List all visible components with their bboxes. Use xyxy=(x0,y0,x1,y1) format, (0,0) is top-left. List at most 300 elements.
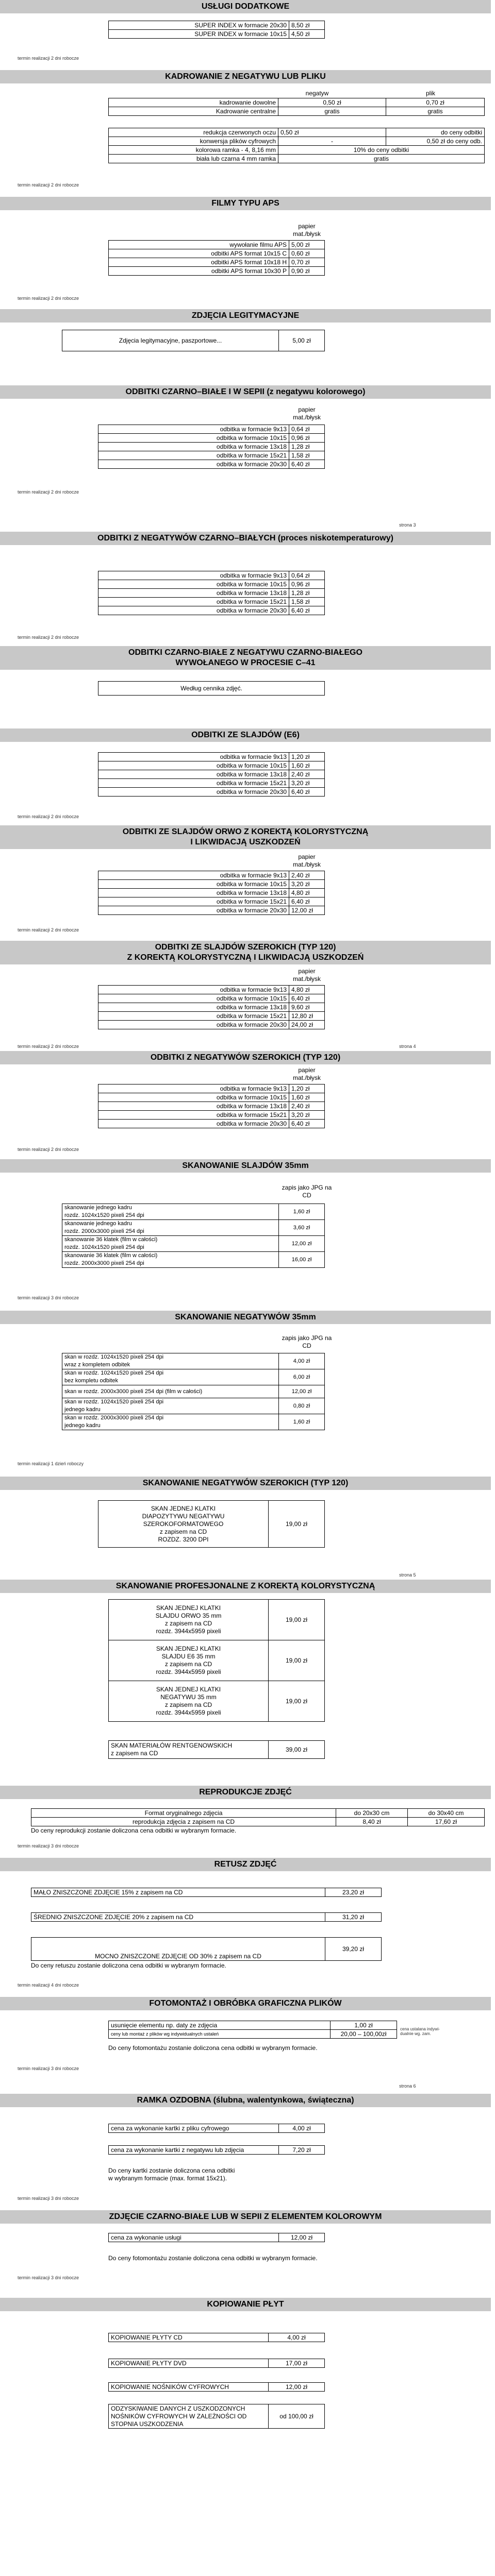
table-row xyxy=(109,2146,325,2155)
table-row xyxy=(98,1102,325,1111)
row-label: ŚREDNIO ZNISZCZONE ZDJĘCIE 20% z zapisem na CD xyxy=(31,1913,325,1922)
term-note: termin realizacji 2 dni robocze xyxy=(18,1044,79,1049)
section-title-filmy: FILMY TYPU APS xyxy=(0,197,491,210)
row-price: 16,00 zł xyxy=(279,1252,325,1268)
table-row xyxy=(62,1236,325,1252)
row-label: cena za wykonanie kartki z negatywu lub zdjęcia xyxy=(109,2146,279,2155)
table-row xyxy=(109,21,325,30)
row-label: MOCNO ZNISZCZONE ZDJĘCIE OD 30% z zapisem na CD xyxy=(31,1938,325,1961)
table-row xyxy=(98,1093,325,1102)
row-price: 12,00 zł xyxy=(279,1236,325,1252)
row-price: 1,00 zł xyxy=(331,2021,397,2030)
table-row xyxy=(98,770,325,779)
table-row xyxy=(98,580,325,589)
row-price: 4,00 zł xyxy=(279,2124,325,2133)
row-label: odbitka w formacie 9x13 xyxy=(98,425,289,434)
page-number: strona 4 xyxy=(399,1044,416,1049)
table-row xyxy=(98,761,325,770)
row-price: 8,40 zł xyxy=(336,1818,408,1826)
term-note: termin realizacji 2 dni robocze xyxy=(18,489,79,495)
row-label: usunięcie elementu np. daty ze zdjęcia xyxy=(109,2021,331,2030)
section-title-c41: ODBITKI CZARNO-BIAŁE Z NEGATYWU CZARNO-BIAŁEGO WYWOŁANEGO W PROCESIE C–41 xyxy=(0,646,491,670)
term-note: termin realizacji 2 dni robocze xyxy=(18,182,79,188)
section-title-skan-slajd: SKANOWANIE SLAJDÓW 35mm xyxy=(0,1159,491,1173)
row-label: odbitka w formacie 13x18 xyxy=(98,1003,289,1012)
row-price: 3,20 zł xyxy=(289,1111,325,1120)
info-text: Do ceny reprodukcji zostanie doliczona cena odbitki w wybranym formacie. xyxy=(31,1827,237,1834)
row-label: skan w rozdz. 1024x1520 pixeli 254 dpi wraz z kompletem odbitek xyxy=(62,1353,279,1369)
table-row xyxy=(98,880,325,889)
row-price: 17,60 zł xyxy=(408,1818,485,1826)
row-price: - xyxy=(278,137,386,146)
row-price: 0,60 zł xyxy=(289,249,325,258)
table-row xyxy=(98,682,325,696)
table-row xyxy=(62,1252,325,1268)
table-row xyxy=(98,871,325,880)
table-row xyxy=(98,1111,325,1120)
row-label: odbitka w formacie 9x13 xyxy=(98,753,289,761)
skan-prof-table xyxy=(108,1599,325,1722)
info-text: Do ceny fotomontażu zostanie doliczona cena odbitki w wybranym formacie. xyxy=(108,2044,318,2052)
row-label: skan w rozdz. 2000x3000 pixeli 254 dpi (film w całości) xyxy=(62,1385,279,1398)
table-row xyxy=(109,2333,325,2342)
row-price: do 20x30 cm xyxy=(336,1809,408,1818)
section-title-skan-neg: SKANOWANIE NEGATYWÓW 35mm xyxy=(0,1311,491,1324)
row-label: skan w rozdz. 2000x3000 pixeli 254 dpi jednego kadru xyxy=(62,1414,279,1430)
table-row xyxy=(62,1353,325,1369)
row-price: 1,28 zł xyxy=(289,589,325,598)
table-row xyxy=(98,788,325,796)
row-price: 8,50 zł xyxy=(289,21,325,30)
row-price: 6,40 zł xyxy=(289,994,325,1003)
table-row xyxy=(98,606,325,615)
table-row xyxy=(109,2124,325,2133)
table-row xyxy=(109,98,485,107)
row-label: redukcja czerwonych oczu xyxy=(109,128,278,137)
row-price: 6,40 zł xyxy=(289,788,325,796)
row-price: 12,00 zł xyxy=(279,1385,325,1398)
repro-table xyxy=(31,1808,485,1826)
col-head-papier: papier mat./błysk xyxy=(292,406,321,421)
section-title-skan-prof: SKANOWANIE PROFESJONALNE Z KOREKTĄ KOLORYSTYCZNĄ xyxy=(0,1580,491,1593)
row-price: 1,58 zł xyxy=(289,598,325,606)
section-title-kopie: KOPIOWANIE PŁYT xyxy=(0,2298,491,2311)
row-price: 0,64 zł xyxy=(289,425,325,434)
row-price: 0,96 zł xyxy=(289,580,325,589)
row-label: odbitka w formacie 13x18 xyxy=(98,589,289,598)
kopie-table xyxy=(108,2359,325,2368)
section-title-orwo: ODBITKI ZE SLAJDÓW ORWO Z KOREKTĄ KOLORYSTYCZNĄ I LIKWIDACJĄ USZKODZEŃ xyxy=(0,825,491,849)
row-label: odbitka w formacie 20x30 xyxy=(98,460,289,469)
term-note: termin realizacji 3 dni robocze xyxy=(18,2275,79,2280)
page-number: strona 6 xyxy=(399,2083,416,2089)
row-price: od 100,00 zł xyxy=(269,2404,325,2429)
row-label: odbitki APS format 10x18 H xyxy=(109,258,289,267)
row-price: 2,40 zł xyxy=(289,871,325,880)
section-title-bw-neg: ODBITKI CZARNO–BIAŁE I W SEPII (z negatywu kolorowego) xyxy=(0,385,491,399)
row-label: kolorowa ramka - 4, 8,16 mm xyxy=(109,146,278,155)
row-price: 39,20 zł xyxy=(325,1938,382,1961)
table-row xyxy=(98,571,325,580)
row-label: Format oryginalnego zdjęcia xyxy=(31,1809,336,1818)
table-row xyxy=(98,460,325,469)
table-row xyxy=(98,1084,325,1093)
table-row xyxy=(109,2383,325,2392)
row-price: 4,00 zł xyxy=(279,1353,325,1369)
row-label: odbitka w formacie 13x18 xyxy=(98,889,289,897)
row-label: odbitki APS format 10x15 C xyxy=(109,249,289,258)
row-price: 0,64 zł xyxy=(289,571,325,580)
row-label: odbitka w formacie 9x13 xyxy=(98,871,289,880)
col-head-papier: papier mat./błysk xyxy=(292,968,321,982)
table-row xyxy=(31,1818,485,1826)
table-row xyxy=(109,249,325,258)
row-price: 3,20 zł xyxy=(289,880,325,889)
col-head-plik: plik xyxy=(425,90,435,97)
table-row xyxy=(98,1012,325,1021)
row-label: kadrowanie dowolne xyxy=(109,98,278,107)
ramka-table xyxy=(108,2145,325,2155)
table-row xyxy=(109,155,485,163)
row-price: 1,60 zł xyxy=(289,761,325,770)
table-row xyxy=(98,906,325,915)
table-row xyxy=(98,451,325,460)
skan-neg-table xyxy=(62,1353,325,1430)
info-text: Do ceny retuszu zostanie doliczona cena odbitki w wybranym formacie. xyxy=(31,1962,226,1969)
table-row xyxy=(98,1501,325,1548)
row-price: 1,60 zł xyxy=(279,1204,325,1220)
table-row xyxy=(98,1120,325,1128)
row-label: odbitka w formacie 15x21 xyxy=(98,1012,289,1021)
row-price: 12,00 zł xyxy=(289,906,325,915)
kadrowanie-table-1 xyxy=(108,98,485,116)
row-label: wywołanie filmu APS xyxy=(109,241,289,249)
row-label: cena za wykonanie usługi xyxy=(109,2233,279,2242)
row-label: SKAN JEDNEJ KLATKI NEGATYWU 35 mm z zapisem na CD rozdz. 3944x5959 pixeli xyxy=(109,1681,269,1722)
table-row xyxy=(109,2233,325,2242)
table-row xyxy=(109,2359,325,2368)
table-row xyxy=(62,1369,325,1385)
row-label: SKAN JEDNEJ KLATKI SLAJDU E6 35 mm z zapisem na CD rozdz. 3944x5959 pixeli xyxy=(109,1640,269,1681)
row-label: SUPER INDEX w formacie 20x30 xyxy=(109,21,289,30)
table-row xyxy=(98,994,325,1003)
section-title-neg120: ODBITKI Z NEGATYWÓW SZEROKICH (TYP 120) xyxy=(0,1051,491,1064)
row-label: KOPIOWANIE NOŚNIKÓW CYFROWYCH xyxy=(109,2383,269,2392)
table-row xyxy=(98,1003,325,1012)
table-row xyxy=(109,267,325,276)
row-label: Zdjęcia legitymacyjne, paszportowe... xyxy=(62,330,279,351)
kopie-table xyxy=(108,2404,325,2429)
skan-szer-table xyxy=(98,1500,325,1548)
section-title-retusz: RETUSZ ZDJĘĆ xyxy=(0,1858,491,1871)
retusz-table xyxy=(31,1888,382,1897)
row-label: odbitka w formacie 20x30 xyxy=(98,788,289,796)
table-row xyxy=(98,1021,325,1029)
term-note: termin realizacji 3 dni robocze xyxy=(18,1295,79,1300)
row-price: gratis xyxy=(278,155,485,163)
table-row xyxy=(109,137,485,146)
row-label: odbitka w formacie 15x21 xyxy=(98,897,289,906)
row-price: 19,00 zł xyxy=(269,1501,325,1548)
row-label: odbitka w formacie 13x18 xyxy=(98,770,289,779)
row-price: 6,40 zł xyxy=(289,606,325,615)
term-note: termin realizacji 3 dni robocze xyxy=(18,2196,79,2201)
row-label: reprodukcja zdjęcia z zapisem na CD xyxy=(31,1818,336,1826)
table-row xyxy=(62,330,325,351)
orwo-table xyxy=(98,871,325,915)
row-label: odbitki APS format 10x30 P xyxy=(109,267,289,276)
row-label: biała lub czarna 4 mm ramka xyxy=(109,155,278,163)
col-head-negatyw: negatyw xyxy=(305,90,329,97)
row-price: 12,00 zł xyxy=(279,2233,325,2242)
row-price: 4,00 zł xyxy=(269,2333,325,2342)
table-row xyxy=(98,443,325,451)
szer120-table xyxy=(98,985,325,1029)
row-price: 4,80 zł xyxy=(289,986,325,994)
row-label: odbitka w formacie 13x18 xyxy=(98,1102,289,1111)
row-label: odbitka w formacie 15x21 xyxy=(98,779,289,788)
table-row xyxy=(31,1938,382,1961)
row-label: odbitka w formacie 15x21 xyxy=(98,451,289,460)
row-price: 5,00 zł xyxy=(279,330,325,351)
section-title-skan-szer: SKANOWANIE NEGATYWÓW SZEROKICH (TYP 120) xyxy=(0,1477,491,1490)
row-label: SKAN MATERIAŁÓW RENTGENOWSKICH z zapisem na CD xyxy=(109,1741,269,1759)
row-price: 1,60 zł xyxy=(289,1093,325,1102)
row-label: skanowanie 36 klatek (film w całości) rozdz. 1024x1520 pixeli 254 dpi xyxy=(62,1236,279,1252)
row-label: odbitka w formacie 20x30 xyxy=(98,606,289,615)
row-price: 9,60 zł xyxy=(289,1003,325,1012)
neg120-table xyxy=(98,1084,325,1128)
row-label: odbitka w formacie 10x15 xyxy=(98,580,289,589)
row-price: do 30x40 cm xyxy=(408,1809,485,1818)
row-price: 39,00 zł xyxy=(269,1741,325,1759)
row-price: 31,20 zł xyxy=(325,1913,382,1922)
table-row xyxy=(98,434,325,443)
bw-proc-table xyxy=(98,571,325,615)
section-title-legit: ZDJĘCIA LEGITYMACYJNE xyxy=(0,309,491,323)
kadrowanie-table-2 xyxy=(108,128,485,163)
term-note: termin realizacji 2 dni robocze xyxy=(18,1147,79,1152)
section-title-szer120: ODBITKI ZE SLAJDÓW SZEROKICH (TYP 120) Z KOREKTĄ KOLORYSTYCZNĄ I LIKWIDACJĄ USZKODZEŃ xyxy=(0,941,491,964)
c41-table xyxy=(98,681,325,696)
row-label: odbitka w formacie 10x15 xyxy=(98,761,289,770)
row-price: 19,00 zł xyxy=(269,1640,325,1681)
table-row xyxy=(62,1398,325,1414)
row-label: odbitka w formacie 20x30 xyxy=(98,906,289,915)
row-label: odbitka w formacie 20x30 xyxy=(98,1021,289,1029)
row-label: MAŁO ZNISZCZONE ZDJĘCIE 15% z zapisem na CD xyxy=(31,1888,325,1897)
term-note: termin realizacji 3 dni robocze xyxy=(18,1843,79,1849)
row-price: 12,00 zł xyxy=(269,2383,325,2392)
col-head-jpg: zapis jako JPG na CD xyxy=(282,1184,332,1199)
table-row xyxy=(109,107,485,116)
uslugi-table xyxy=(108,21,325,39)
row-price: 24,00 zł xyxy=(289,1021,325,1029)
kopie-table xyxy=(108,2333,325,2342)
table-row xyxy=(98,425,325,434)
row-label: SKAN JEDNEJ KLATKI SLAJDU ORWO 35 mm z zapisem na CD rozdz. 3944x5959 pixeli xyxy=(109,1600,269,1640)
row-price: 1,60 zł xyxy=(279,1414,325,1430)
row-price: 0,96 zł xyxy=(289,434,325,443)
row-price: 0,80 zł xyxy=(279,1398,325,1414)
retusz-table xyxy=(31,1937,382,1961)
row-label: odbitka w formacie 20x30 xyxy=(98,1120,289,1128)
row-label: odbitka w formacie 9x13 xyxy=(98,986,289,994)
sepia-table xyxy=(108,2233,325,2242)
table-row xyxy=(109,2030,397,2039)
e6-table xyxy=(98,752,325,796)
row-label: KOPIOWANIE PŁYTY DVD xyxy=(109,2359,269,2368)
row-price: 6,40 zł xyxy=(289,1120,325,1128)
row-price: 1,20 zł xyxy=(289,1084,325,1093)
row-price: 2,40 zł xyxy=(289,1102,325,1111)
legit-table xyxy=(62,330,325,351)
row-price: gratis xyxy=(386,107,485,116)
row-price: 23,20 zł xyxy=(325,1888,382,1897)
table-row xyxy=(98,986,325,994)
row-price: 0,50 zł do ceny odb. xyxy=(386,137,485,146)
info-text: Do ceny fotomontażu zostanie doliczona cena odbitki w wybranym formacie. xyxy=(108,2255,318,2262)
term-note: termin realizacji 3 dni robocze xyxy=(18,2066,79,2071)
row-price: 0,90 zł xyxy=(289,267,325,276)
section-title-sepia: ZDJĘCIE CZARNO-BIAŁE LUB W SEPII Z ELEMENTEM KOLOROWYM xyxy=(0,2210,491,2224)
row-price: 6,40 zł xyxy=(289,897,325,906)
row-label: odbitka w formacie 10x15 xyxy=(98,434,289,443)
row-price: 0,50 zł xyxy=(278,128,386,137)
row-label: odbitka w formacie 9x13 xyxy=(98,571,289,580)
skan-rtg-table xyxy=(108,1740,325,1759)
row-price: 6,00 zł xyxy=(279,1369,325,1385)
table-row xyxy=(98,753,325,761)
row-price: 3,60 zł xyxy=(279,1220,325,1236)
row-label: skanowanie jednego kadru rozdz. 2000x3000 pixeli 254 dpi xyxy=(62,1220,279,1236)
row-label: odbitka w formacie 13x18 xyxy=(98,443,289,451)
term-note: termin realizacji 2 dni robocze xyxy=(18,635,79,640)
section-title-uslugi: USŁUGI DODATKOWE xyxy=(0,0,491,13)
bw-neg-table xyxy=(98,425,325,469)
row-price: 19,00 zł xyxy=(269,1681,325,1722)
col-head-papier: papier mat./błysk xyxy=(292,223,321,238)
row-price: 0,70 zł xyxy=(386,98,485,107)
section-title-fotomontaz: FOTOMONTAŻ I OBRÓBKA GRAFICZNA PLIKÓW xyxy=(0,1997,491,2010)
row-price: 2,40 zł xyxy=(289,770,325,779)
row-label: ceny lub montaż z plików wg indywidualnych ustaleń xyxy=(109,2030,331,2039)
row-label: skan w rozdz. 1024x1520 pixeli 254 dpi bez kompletu odbitek xyxy=(62,1369,279,1385)
col-head-papier: papier mat./błysk xyxy=(292,1066,321,1081)
filmy-table xyxy=(108,240,325,276)
section-title-e6: ODBITKI ZE SLAJDÓW (E6) xyxy=(0,728,491,742)
table-row xyxy=(109,258,325,267)
term-note: termin realizacji 2 dni robocze xyxy=(18,814,79,819)
table-row xyxy=(109,2021,397,2030)
table-row xyxy=(31,1888,382,1897)
table-row xyxy=(98,779,325,788)
row-price: 17,00 zł xyxy=(269,2359,325,2368)
info-text: Do ceny kartki zostanie doliczona cena odbitki w wybranym formacie (max. format 15x21). xyxy=(108,2167,235,2182)
table-row xyxy=(62,1385,325,1398)
table-row xyxy=(109,128,485,137)
row-label: skanowanie jednego kadru rozdz. 1024x1520 pixeli 254 dpi xyxy=(62,1204,279,1220)
row-price: 4,80 zł xyxy=(289,889,325,897)
page-number: strona 3 xyxy=(399,522,416,528)
row-price: 4,50 zł xyxy=(289,30,325,39)
row-label: KOPIOWANIE PŁYTY CD xyxy=(109,2333,269,2342)
term-note: termin realizacji 4 dni robocze xyxy=(18,1982,79,1988)
row-label: konwersja plików cyfrowych xyxy=(109,137,278,146)
row-label: odbitka w formacie 15x21 xyxy=(98,598,289,606)
table-row xyxy=(62,1220,325,1236)
col-head-papier: papier mat./błysk xyxy=(292,853,321,868)
table-row xyxy=(109,30,325,39)
row-price: 7,20 zł xyxy=(279,2146,325,2155)
row-label: odbitka w formacie 10x15 xyxy=(98,1093,289,1102)
table-row xyxy=(109,1681,325,1722)
table-row xyxy=(109,146,485,155)
table-row xyxy=(98,897,325,906)
row-price: gratis xyxy=(278,107,386,116)
term-note: termin realizacji 2 dni robocze xyxy=(18,296,79,301)
row-price: 1,28 zł xyxy=(289,443,325,451)
table-row xyxy=(109,1741,325,1759)
table-row xyxy=(109,1640,325,1681)
row-price: 20,00 – 100,00zł xyxy=(331,2030,397,2039)
section-title-repro: REPRODUKCJE ZDJĘĆ xyxy=(0,1786,491,1799)
row-price: 3,20 zł xyxy=(289,779,325,788)
side-note: cena ustalana indywi- dualnie wg. zam. xyxy=(400,2027,440,2036)
row-label: odbitka w formacie 15x21 xyxy=(98,1111,289,1120)
row-label: odbitka w formacie 9x13 xyxy=(98,1084,289,1093)
row-price: 1,58 zł xyxy=(289,451,325,460)
table-row xyxy=(109,1600,325,1640)
table-row xyxy=(98,589,325,598)
table-row xyxy=(62,1414,325,1430)
ramka-table xyxy=(108,2124,325,2133)
row-price: do ceny odbitki xyxy=(386,128,485,137)
row-price: 19,00 zł xyxy=(269,1600,325,1640)
row-price: 6,40 zł xyxy=(289,460,325,469)
fotomontaz-table xyxy=(108,2021,397,2039)
skan-slajd-table xyxy=(62,1204,325,1268)
term-note: termin realizacji 2 dni robocze xyxy=(18,927,79,933)
row-price: 10% do ceny odbitki xyxy=(278,146,485,155)
section-title-bw-proc: ODBITKI Z NEGATYWÓW CZARNO–BIAŁYCH (proces niskotemperaturowy) xyxy=(0,532,491,545)
kopie-table xyxy=(108,2382,325,2392)
row-label: SUPER INDEX w formacie 10x15 xyxy=(109,30,289,39)
row-price: 0,50 zł xyxy=(278,98,386,107)
term-note: termin realizacji 1 dzień roboczy xyxy=(18,1461,84,1466)
term-note: termin realizacji 2 dni robocze xyxy=(18,56,79,61)
table-row xyxy=(109,2404,325,2429)
row-label: skanowanie 36 klatek (film w całości) rozdz. 2000x3000 pixeli 254 dpi xyxy=(62,1252,279,1268)
section-title-ramka: RAMKA OZDOBNA (ślubna, walentynkowa, świąteczna) xyxy=(0,2094,491,2107)
row-label: odbitka w formacie 10x15 xyxy=(98,994,289,1003)
row-label: ODZYSKIWANIE DANYCH Z USZKODZONYCH NOŚNIKÓW CYFROWYCH W ZALEŻNOŚCI OD STOPNIA USZKODZENIA xyxy=(109,2404,269,2429)
section-title-kadrowanie: KADROWANIE Z NEGATYWU LUB PLIKU xyxy=(0,70,491,83)
page-number: strona 5 xyxy=(399,1572,416,1578)
table-row xyxy=(62,1204,325,1220)
row-price: 0,70 zł xyxy=(289,258,325,267)
row-price: 5,00 zł xyxy=(289,241,325,249)
col-head-jpg: zapis jako JPG na CD xyxy=(282,1334,332,1349)
table-row xyxy=(31,1913,382,1922)
row-label: odbitka w formacie 10x15 xyxy=(98,880,289,889)
table-row xyxy=(31,1809,485,1818)
row-price: 12,80 zł xyxy=(289,1012,325,1021)
row-label: Kadrowanie centralne xyxy=(109,107,278,116)
retusz-table xyxy=(31,1912,382,1922)
table-row xyxy=(98,889,325,897)
row-label: cena za wykonanie kartki z pliku cyfrowego xyxy=(109,2124,279,2133)
